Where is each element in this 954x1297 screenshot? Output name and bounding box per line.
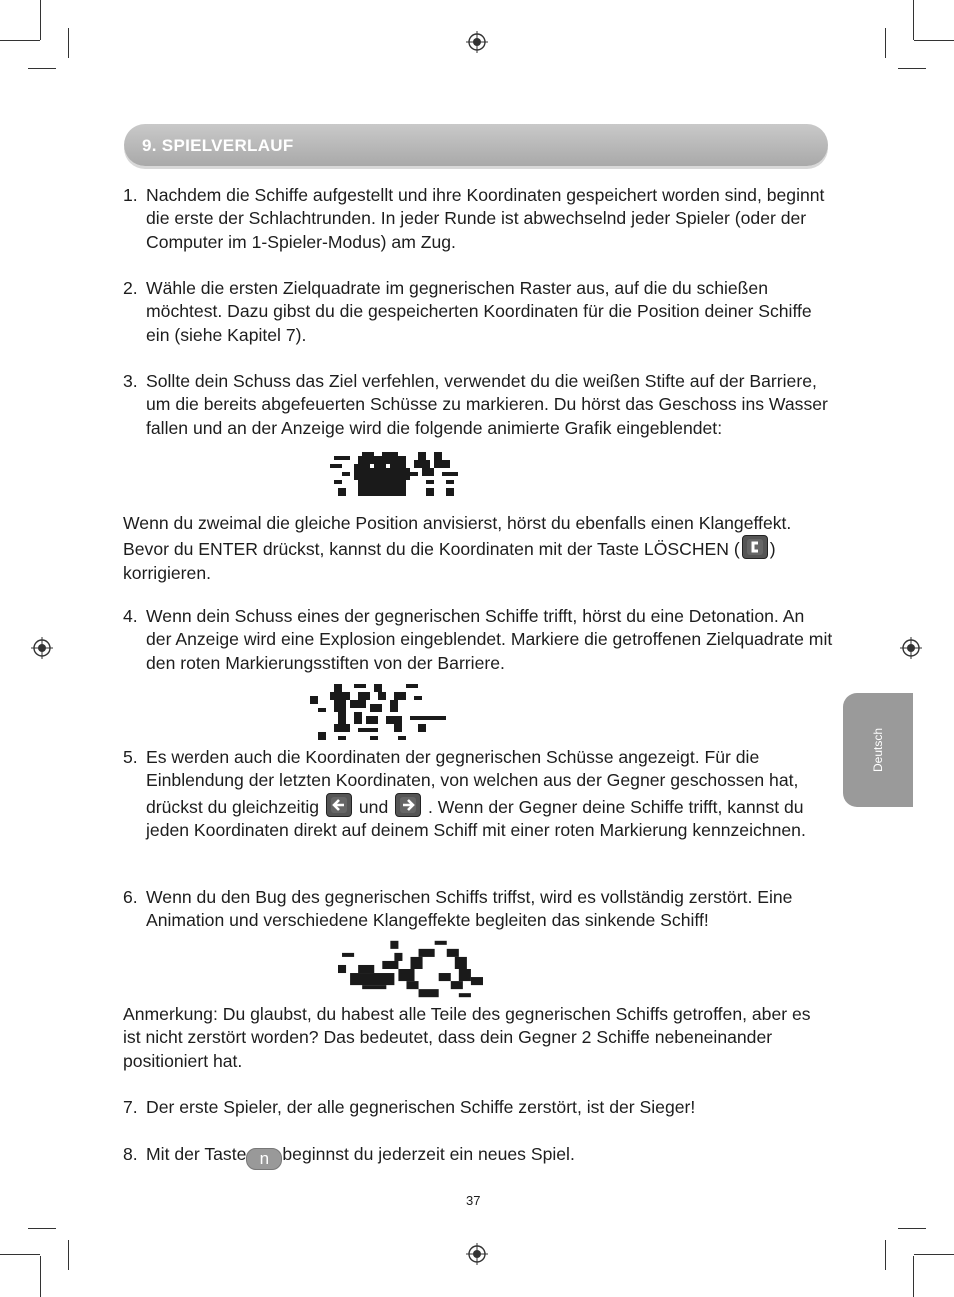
- list-item-text-part: Es werden auch die Koordinaten der gegnerischen Schüsse angezeigt. Für die Einblendung der letzten Koordinaten, von welchen aus der Gegner geschossen hat, drückst du gleichzeitig: [146, 747, 799, 817]
- crop-mark: [40, 0, 41, 40]
- list-item-number: 7.: [123, 1097, 138, 1117]
- list-item-text: Nachdem die Schiffe aufgestellt und ihre Koordinaten gespeichert worden sind, beginnt die erste der Schlachtrunden. In jeder Runde ist abwechselnd jeder Spieler (oder der Computer im 1-Spieler-Modus) am Zug.: [146, 185, 825, 252]
- list-item-text: Wähle die ersten Zielquadrate im gegnerischen Raster aus, auf die du schießen möchtest. Dazu gibst du die gespeicherten Koordinaten für die Position deiner Schiffe ein (siehe Kapitel 7).: [146, 278, 812, 345]
- info-paragraph-text: Wenn du zweimal die gleiche Position anvisierst, hörst du ebenfalls einen Klangeffekt. Bevor du ENTER drückst, kannst du die Koordinaten mit der Taste LÖSCHEN (: [123, 513, 792, 560]
- list-item-text: Der erste Spieler, der alle gegnerischen Schiffe zerstört, ist der Sieger!: [146, 1097, 696, 1117]
- page-number: 37: [466, 1193, 481, 1208]
- crop-mark: [68, 28, 69, 58]
- note-paragraph: Anmerkung: Du glaubst, du habest alle Teile des gegnerischen Schiffs getroffen, aber es ist nicht zerstört worden? Das bedeutet, dass dein Gegner 2 Schiffe nebeneinander positioniert hat.: [123, 1004, 811, 1071]
- list-item-number: 2.: [123, 278, 138, 298]
- section-title: 9. SPIELVERLAUF: [142, 136, 294, 155]
- list-item-number: 4.: [123, 606, 138, 626]
- list-item-text-part: Mit der Taste: [146, 1144, 247, 1164]
- language-tab: [843, 693, 913, 807]
- list-item: [123, 184, 833, 254]
- list-item-text: [146, 746, 833, 842]
- info-paragraph: [123, 512, 823, 585]
- list-item-number: 8.: [123, 1144, 138, 1164]
- crop-mark: [913, 0, 914, 40]
- section-header: [124, 124, 828, 166]
- sinking-ship-graphic: [338, 940, 483, 998]
- registration-mark-icon: [900, 637, 922, 659]
- list-item-text: Wenn du den Bug des gegnerischen Schiffs triffst, wird es vollständig zerstört. Eine Animation und verschiedene Klangeffekte begleiten das sinkende Schiff!: [146, 887, 793, 931]
- list-item-number: 5.: [123, 747, 138, 767]
- registration-mark-icon: [466, 1243, 488, 1265]
- info-paragraph-text: ) korrigieren.: [123, 539, 776, 583]
- crop-mark: [914, 1254, 954, 1255]
- crop-mark: [0, 1254, 40, 1255]
- hit-explosion-graphic: [310, 683, 450, 741]
- list-item-text: Wenn dein Schuss eines der gegnerischen Schiffe trifft, hörst du eine Detonation. An der Anzeige wird eine Explosion eingeblendet. Markiere die getroffenen Zielquadrate mit den roten Markierungsstiften von der Barriere.: [146, 606, 833, 673]
- arrow-left-key-icon: [326, 793, 352, 817]
- list-item-number: 3.: [123, 371, 138, 391]
- list-item-text-part: und: [358, 796, 389, 817]
- crop-mark: [40, 1256, 41, 1297]
- list-item-number: 1.: [123, 185, 138, 205]
- list-item-text-part: beginnst du jederzeit ein neues Spiel.: [282, 1144, 575, 1164]
- list-item: [123, 277, 833, 347]
- miss-animation-graphic: [330, 448, 458, 500]
- list-item: [123, 370, 833, 440]
- crop-mark: [885, 1240, 886, 1270]
- crop-mark: [913, 1256, 914, 1297]
- crop-mark: [914, 40, 954, 41]
- registration-mark-icon: [31, 637, 53, 659]
- list-item-text-part: . Wenn der Gegner deine Schiffe trifft, kannst du jeden Koordinaten direkt auf deinem Schiff mit einer roten Markierung kennzeichnen.: [146, 796, 806, 840]
- list-item-text: [146, 1143, 833, 1170]
- crop-mark: [0, 40, 40, 41]
- registration-mark-icon: [466, 31, 488, 53]
- arrow-right-key-icon: [395, 793, 421, 817]
- crop-mark: [68, 1240, 69, 1270]
- crop-mark: [28, 68, 56, 69]
- crop-mark: [898, 68, 926, 69]
- list-item: [123, 746, 833, 842]
- list-item: [123, 605, 833, 675]
- new-game-key-icon: n: [246, 1148, 282, 1170]
- list-item-text: Sollte dein Schuss das Ziel verfehlen, verwendet du die weißen Stifte auf der Barriere, um die bereits abgefeuerten Schüsse zu markieren. Du hörst das Geschoss ins Wasser fallen und an der Anzeige wird die folgende animierte Grafik eingeblendet:: [146, 371, 828, 438]
- language-tab-label: Deutsch: [871, 727, 885, 773]
- list-item: [123, 886, 833, 933]
- clear-key-icon: [742, 535, 768, 559]
- list-item: [123, 1143, 833, 1170]
- list-item-number: 6.: [123, 887, 138, 907]
- crop-mark: [898, 1228, 926, 1229]
- list-item: [123, 1096, 833, 1119]
- crop-mark: [28, 1228, 56, 1229]
- crop-mark: [885, 28, 886, 58]
